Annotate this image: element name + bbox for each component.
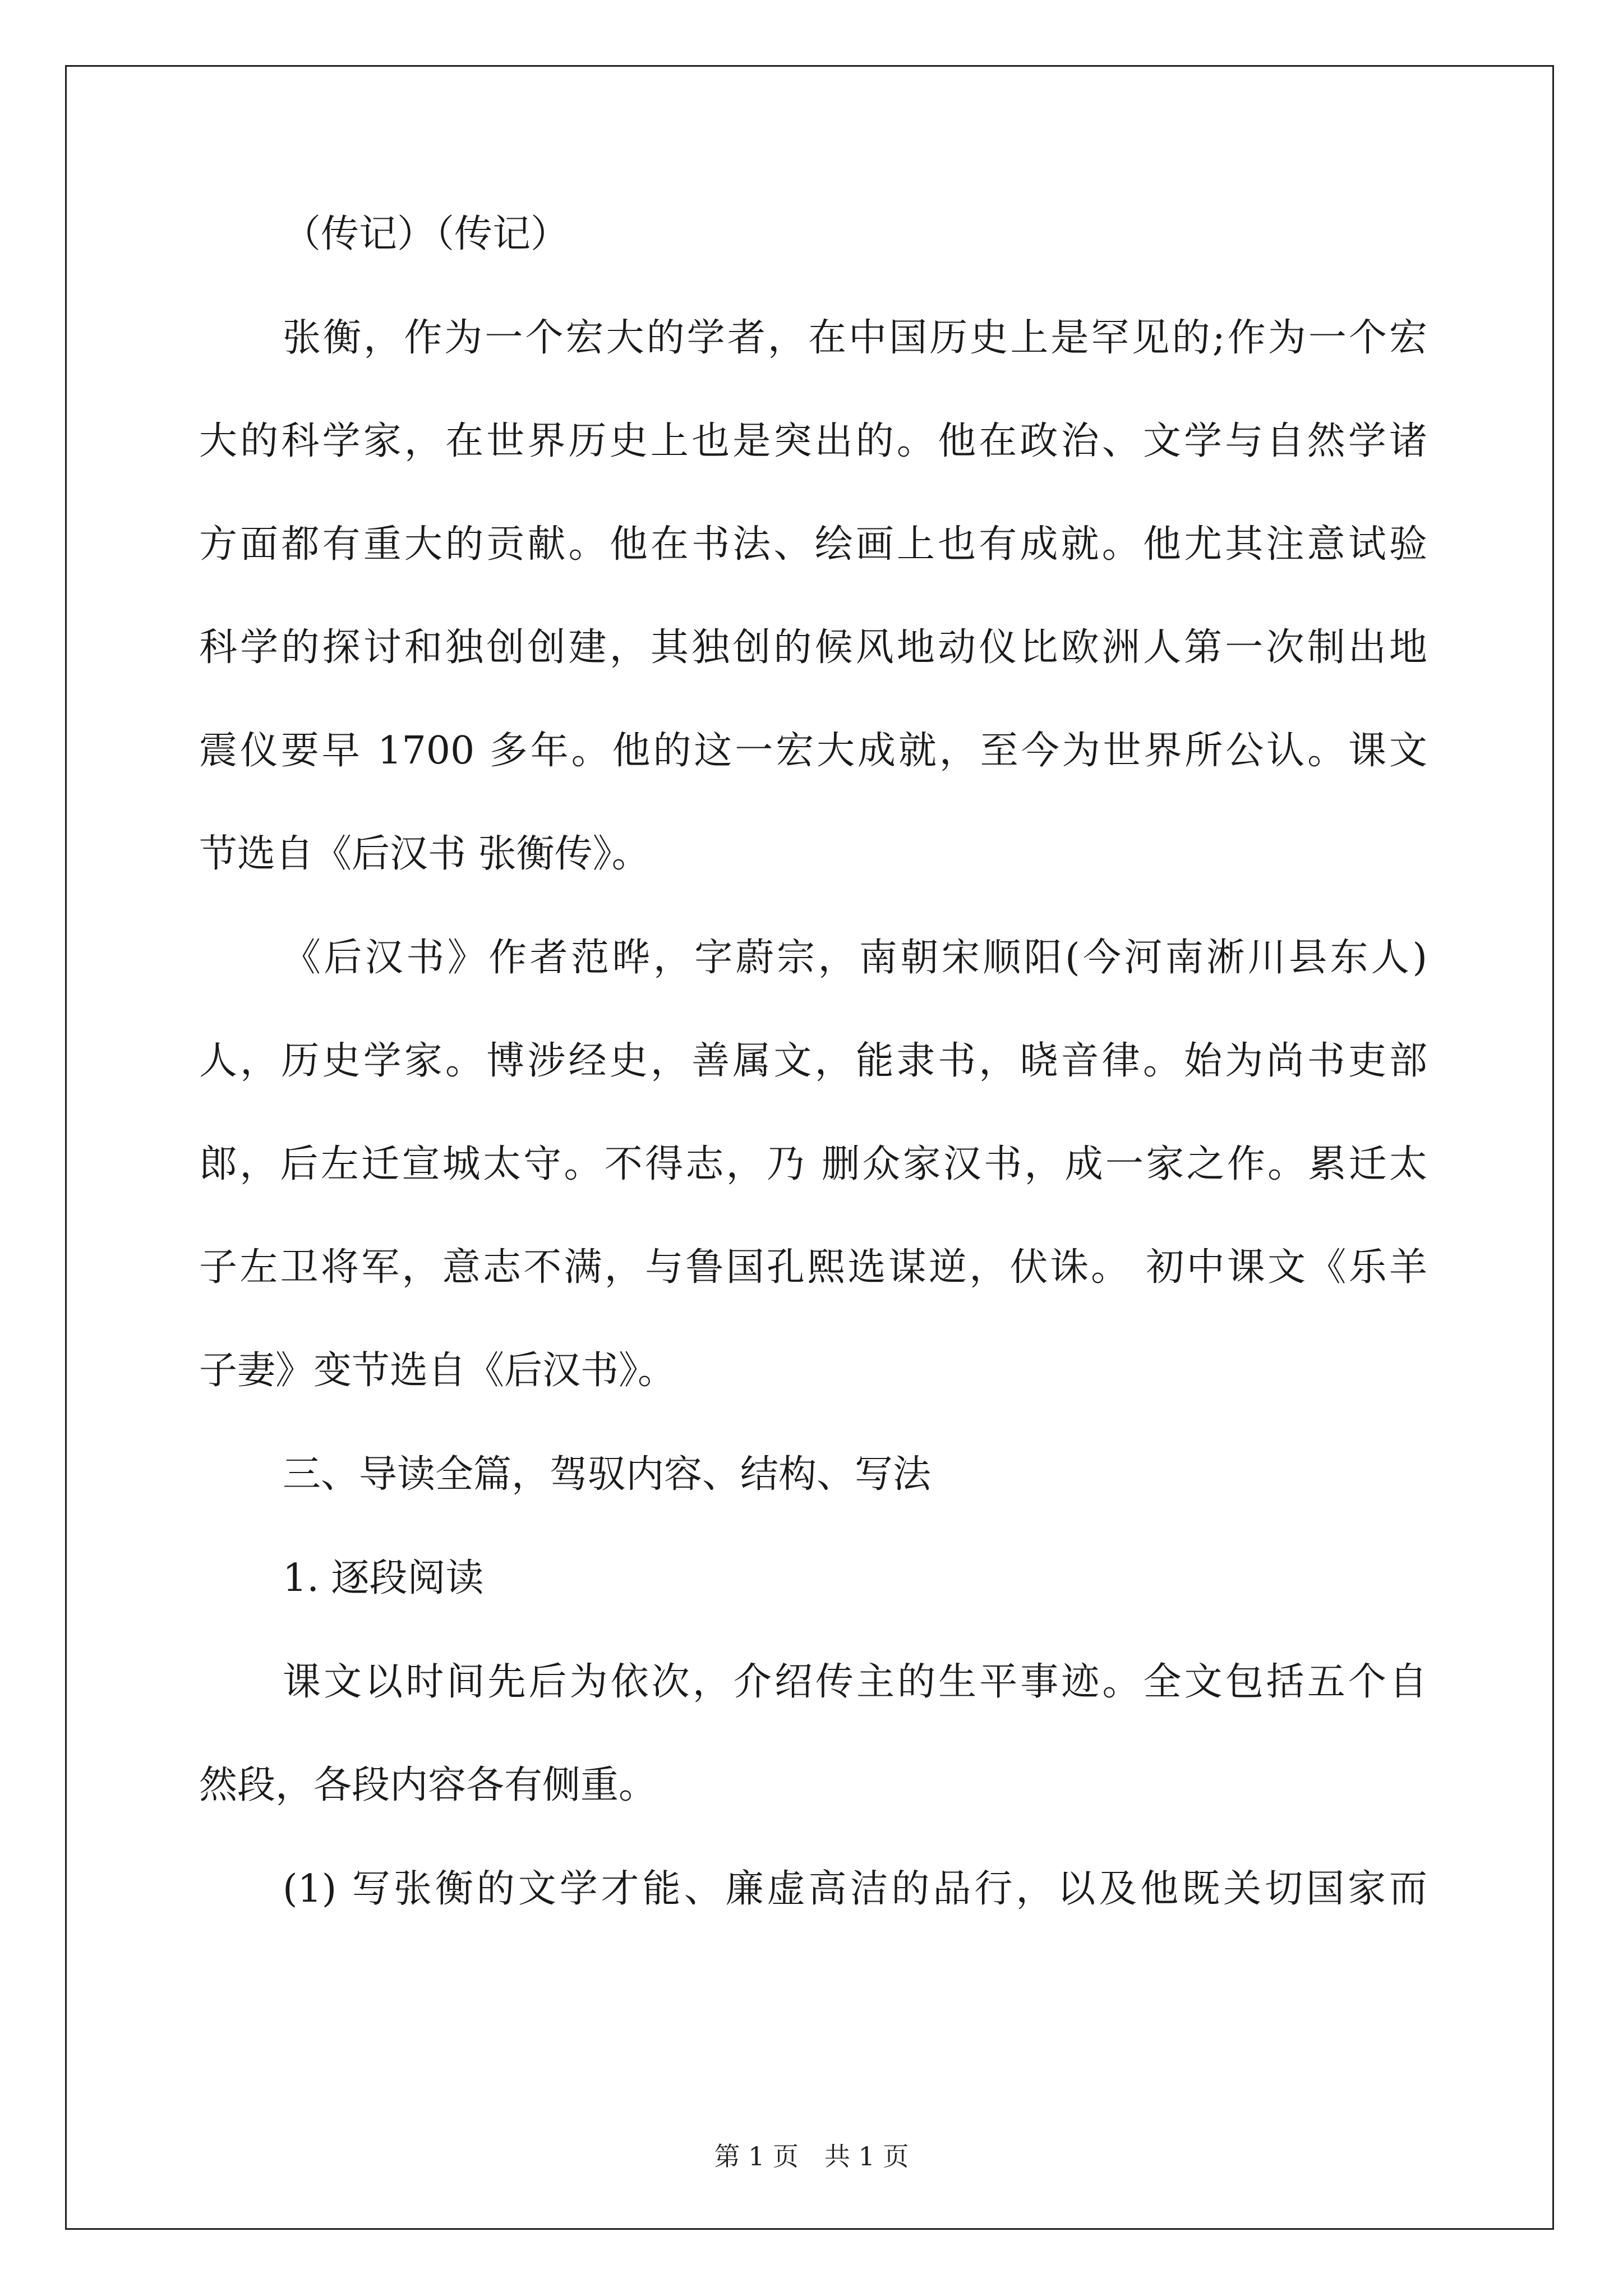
text-line: 然段，各段内容各有侧重。 <box>199 1763 657 1807</box>
section-heading-paragraph <box>199 1449 1427 1501</box>
text-line: 张衡，作为一个宏大的学者，在中国历史上是罕见的;作为一个宏 <box>283 316 1427 360</box>
page-footer: 第 1 页 共 1 页 <box>714 2141 909 2171</box>
paragraph-structure-overview <box>199 1657 1427 1811</box>
text-line: 震仪要早 1700 多年。他的这一宏大成就，至今为世界所公认。课文 <box>199 729 1427 773</box>
document-body <box>199 209 1427 1967</box>
text-line: 节选自《后汉书 张衡传》。 <box>199 832 650 876</box>
subsection-heading-paragraph <box>199 1553 1427 1604</box>
text-line: 大的科学家，在世界历史上也是突出的。他在政治、文学与自然学诸 <box>199 419 1427 463</box>
text-line: 《后汉书》作者范晔，字蔚宗，南朝宋顺阳(今河南淅川县东人) <box>283 936 1427 980</box>
paragraph-zhangheng-intro <box>199 312 1427 880</box>
paragraph-houhanshu-author <box>199 932 1427 1397</box>
text-line: 人，历史学家。博涉经史，善属文，能隶书，晓音律。始为尚书吏部 <box>199 1039 1427 1083</box>
text-line: 子妻》变节选自《后汉书》。 <box>199 1349 676 1393</box>
section-heading: 三、导读全篇，驾驭内容、结构、写法 <box>283 1452 932 1497</box>
text-line: (1) 写张衡的文学才能、廉虚高洁的品行，以及他既关切国家而 <box>283 1867 1427 1911</box>
paragraph-point-1 <box>199 1864 1427 1915</box>
document-heading: （传记）（传记） <box>283 212 569 256</box>
text-line: 子左卫将军，意志不满，与鲁国孔熙选谋逆，伏诛。 初中课文《乐羊 <box>199 1245 1427 1290</box>
heading-paragraph <box>199 209 1427 260</box>
text-line: 课文以时间先后为依次，介绍传主的生平事迹。全文包括五个自 <box>283 1660 1427 1704</box>
subsection-heading: 1. 逐段阅读 <box>283 1556 484 1600</box>
text-line: 方面都有重大的贡献。他在书法、绘画上也有成就。他尤其注意试验 <box>199 522 1427 567</box>
text-line: 郎，后左迁宣城太守。不得志，乃 删众家汉书，成一家之作。累迁太 <box>199 1142 1427 1186</box>
text-line: 科学的探讨和独创创建，其独创的候风地动仪比欧洲人第一次制出地 <box>199 625 1427 670</box>
